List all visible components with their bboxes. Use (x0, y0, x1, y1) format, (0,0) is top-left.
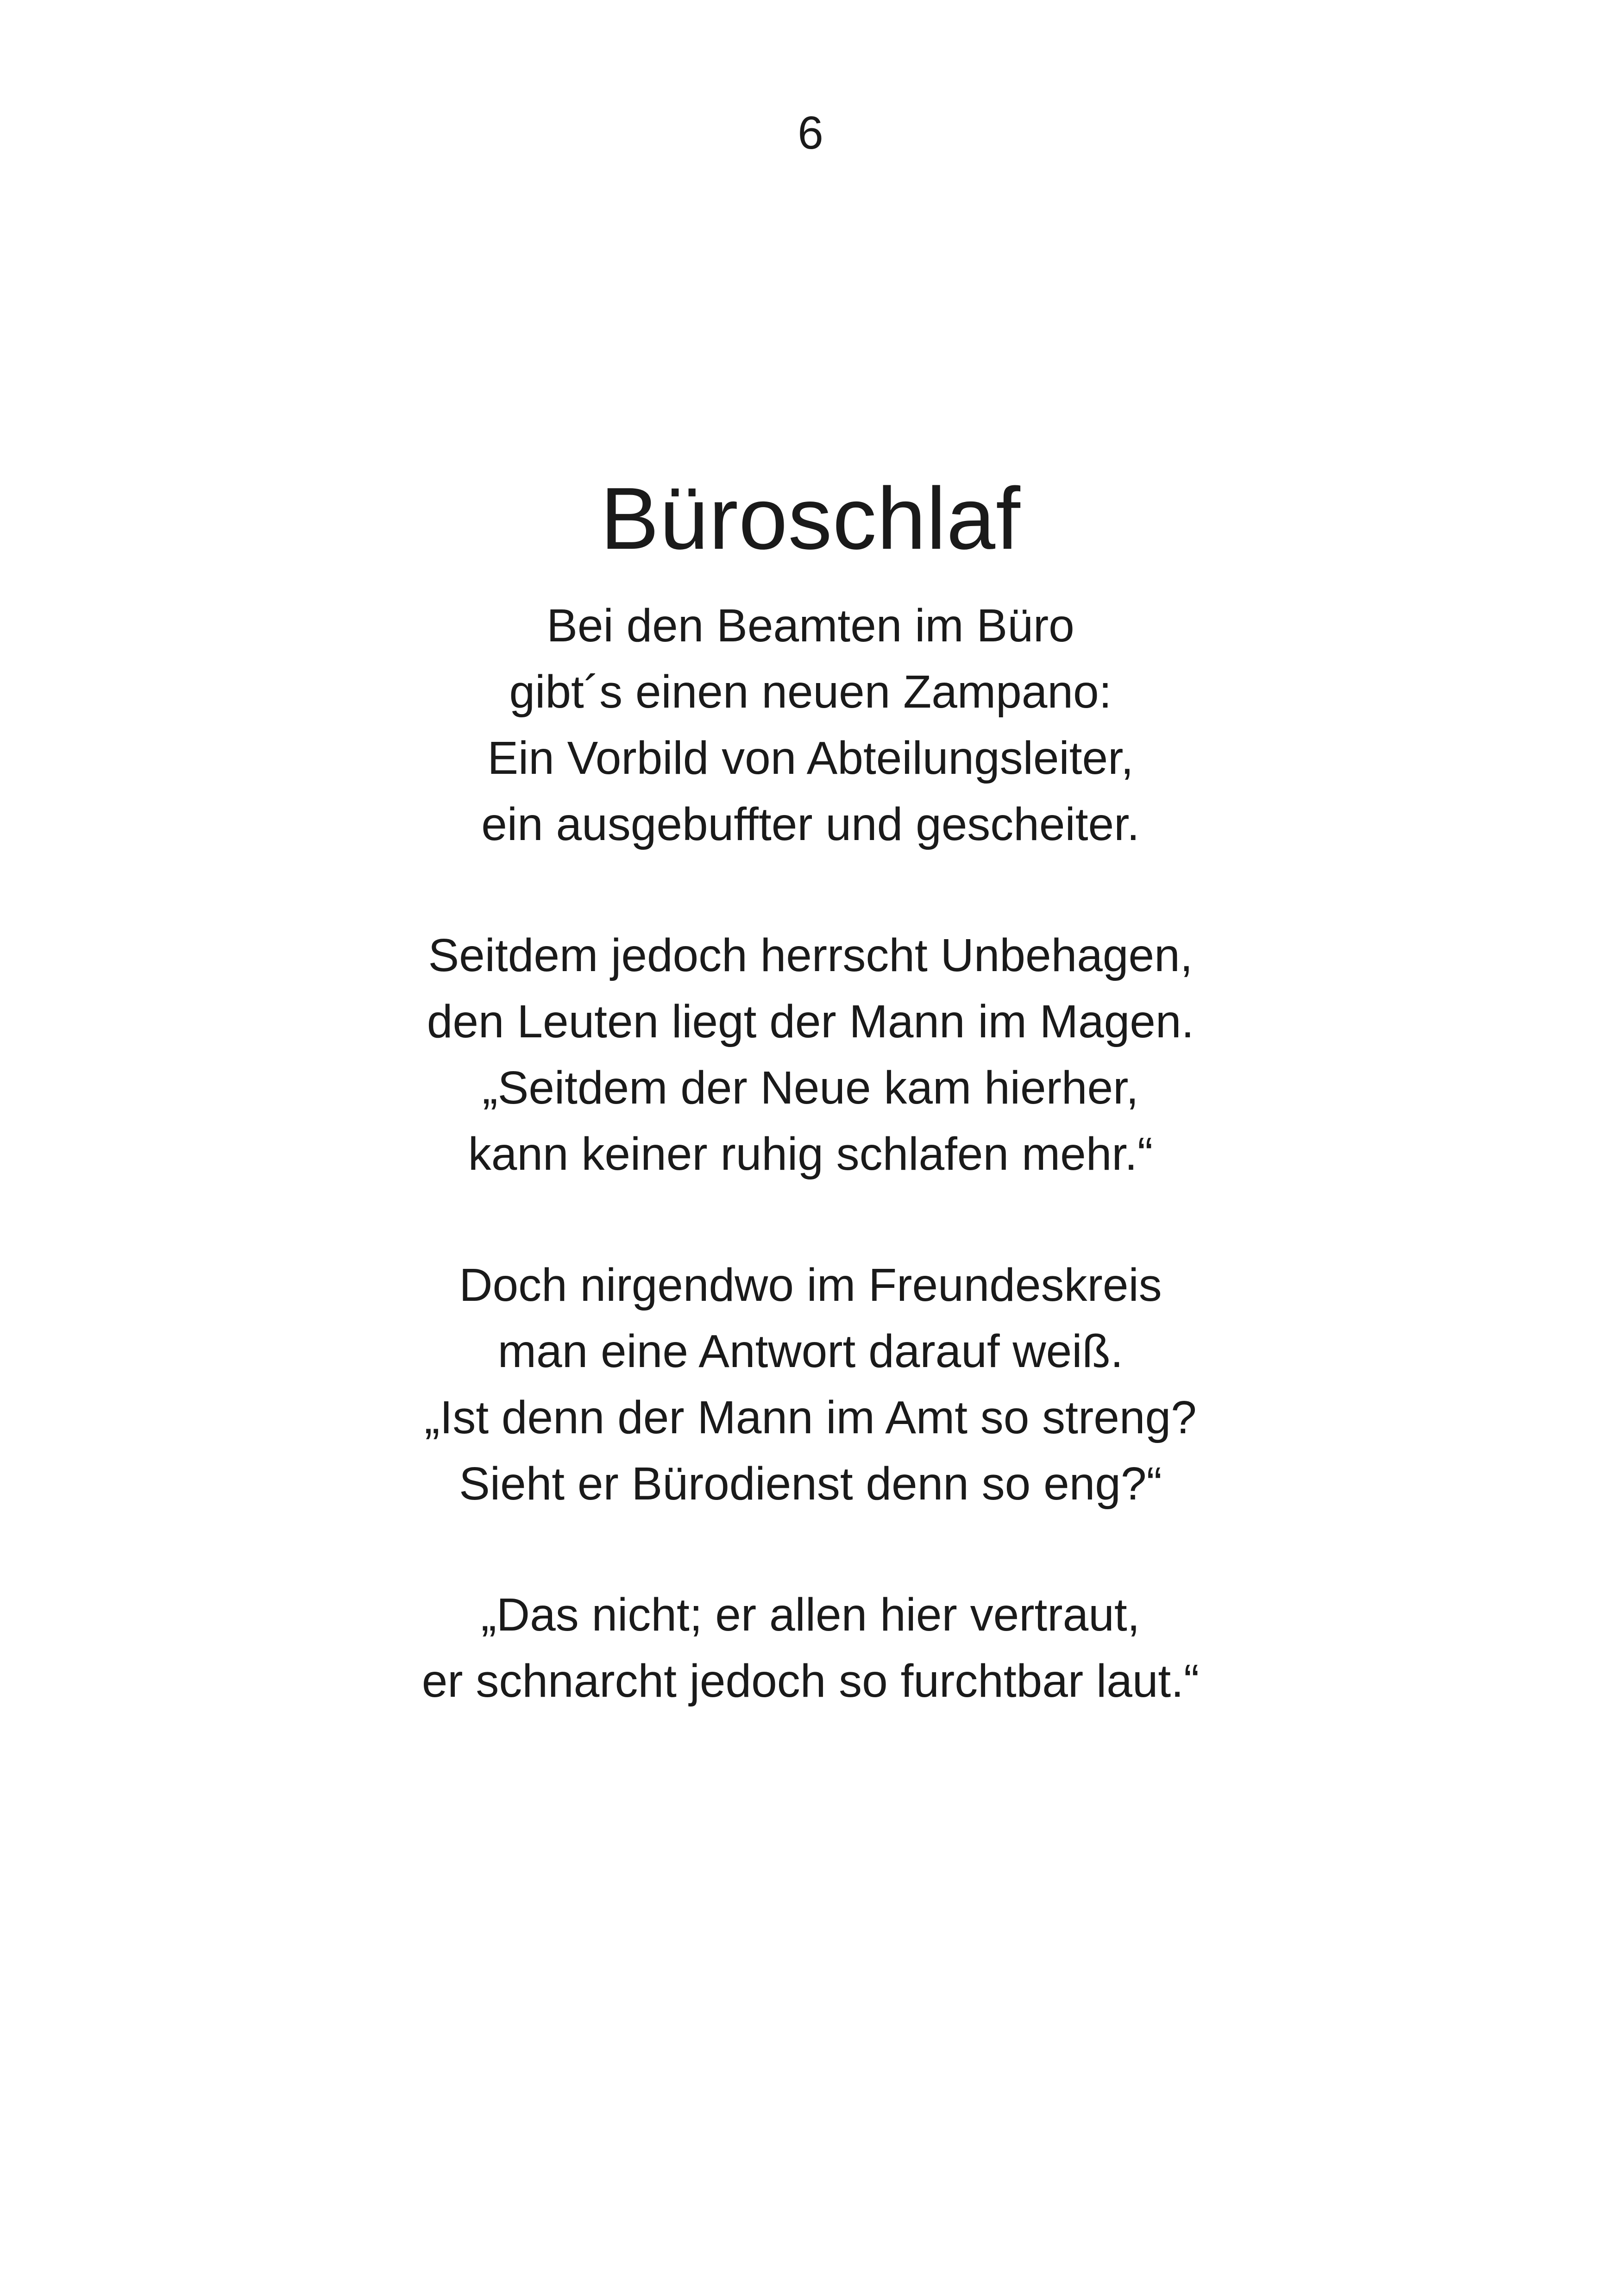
stanza-4 (0, 1582, 1621, 1714)
page-number: 6 (798, 107, 823, 159)
poem-line: „Das nicht; er allen hier vertraut, (481, 1589, 1140, 1641)
poem-line: „Ist denn der Mann im Amt so streng? (424, 1392, 1197, 1443)
stanza-1 (0, 593, 1621, 858)
poem-line: er schnarcht jedoch so furchtbar laut.“ (421, 1655, 1200, 1707)
poem-title: Büroschlaf (600, 470, 1021, 568)
poem-line: „Seitdem der Neue kam hierher, (482, 1062, 1139, 1114)
poem-line: gibt´s einen neuen Zampano: (509, 666, 1112, 718)
poem-line: Ein Vorbild von Abteilungsleiter, (487, 732, 1134, 784)
poem-line: Bei den Beamten im Büro (547, 600, 1074, 652)
poem-line: Sieht er Bürodienst denn so eng?“ (459, 1458, 1162, 1510)
poem-line: ein ausgebuffter und gescheiter. (481, 798, 1140, 850)
stanza-2 (0, 922, 1621, 1187)
stanza-3 (0, 1252, 1621, 1517)
poem-line: kann keiner ruhig schlafen mehr.“ (468, 1128, 1153, 1180)
poem (0, 463, 1621, 1714)
poem-line: den Leuten liegt der Mann im Magen. (427, 996, 1194, 1048)
poem-line: man eine Antwort darauf weiß. (497, 1325, 1124, 1377)
poem-line: Doch nirgendwo im Freundeskreis (459, 1259, 1162, 1311)
poem-line: Seitdem jedoch herrscht Unbehagen, (428, 929, 1193, 981)
